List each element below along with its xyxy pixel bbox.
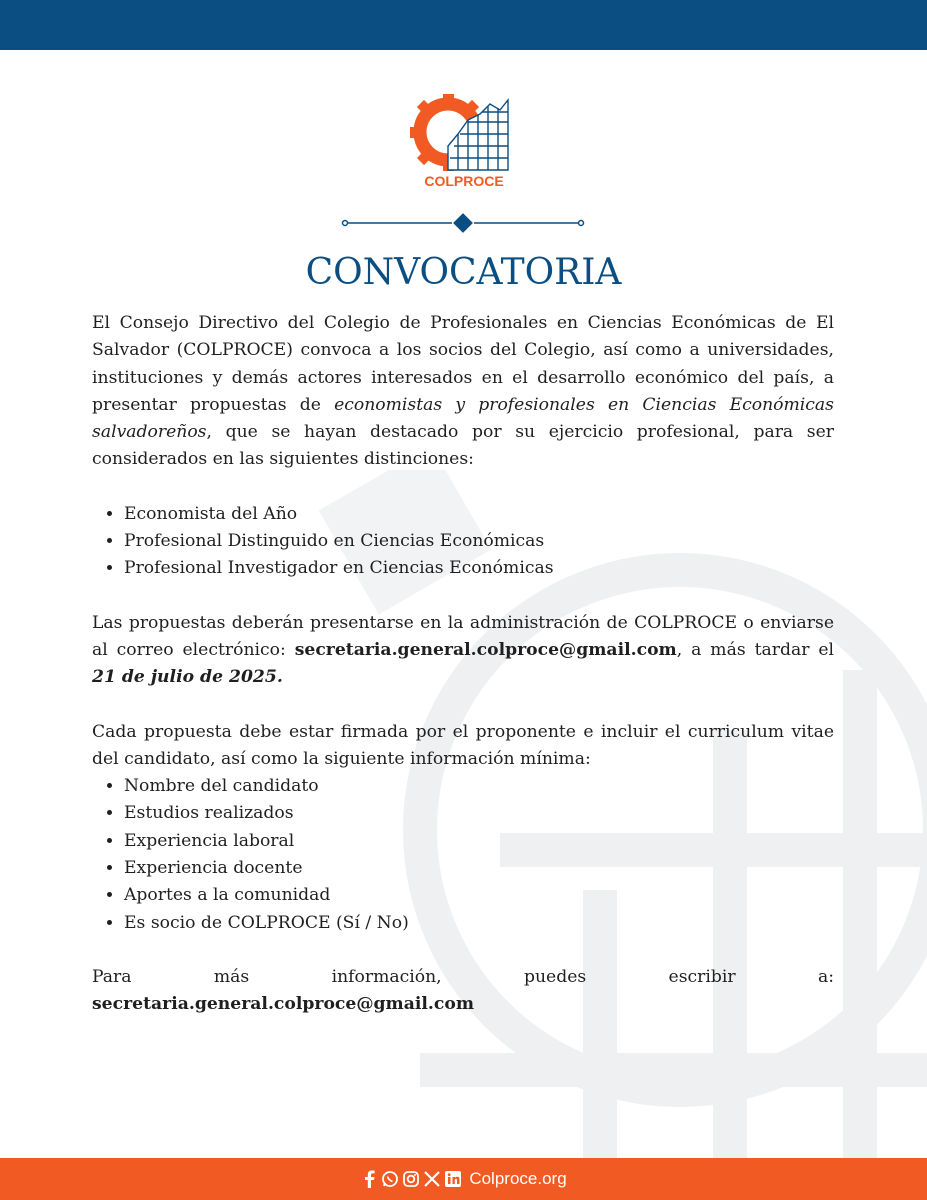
- requirements-list: [92, 773, 834, 937]
- instagram-icon[interactable]: [402, 1170, 420, 1188]
- list-item: • Nombre del candidato: [124, 773, 834, 800]
- deadline-date: 21 de julio de 2025.: [92, 667, 283, 688]
- document-body: [92, 310, 834, 1019]
- website-link[interactable]: Colproce.org: [469, 1169, 567, 1188]
- x-icon[interactable]: [423, 1170, 441, 1188]
- submission-paragraph: Las propuestas deberán presentarse en la administración de COLPROCE o enviarse al correo electrónico: secretaria.general.colproce@gmail.com, a más tardar el 21 de julio de 2025.: [92, 612, 834, 688]
- list-item: • Aportes a la comunidad: [124, 882, 834, 909]
- whatsapp-icon[interactable]: [381, 1170, 399, 1188]
- logo-wordmark: COLPROCE: [424, 173, 504, 189]
- list-item: • Profesional Investigador en Ciencias Económicas: [124, 555, 834, 582]
- title-divider: [340, 212, 586, 234]
- page-title: CONVOCATORIA: [305, 252, 622, 293]
- top-header-bar: [0, 0, 927, 50]
- list-item: • Estudios realizados: [124, 800, 834, 827]
- distinctions-list: [92, 501, 834, 583]
- list-item: • Experiencia laboral: [124, 828, 834, 855]
- list-item: • Profesional Distinguido en Ciencias Económicas: [124, 528, 834, 555]
- contact-paragraph: Para más información, puedes escribir a: secretaria.general.colproce@gmail.com: [92, 966, 834, 1015]
- footer-bar: [0, 1158, 927, 1200]
- social-links: [360, 1169, 566, 1189]
- requirements-intro: Cada propuesta debe estar firmada por el proponente e incluir el curriculum vitae del candidato, así como la siguiente información mínima:: [92, 721, 834, 769]
- facebook-icon[interactable]: [360, 1170, 378, 1188]
- colproce-logo: [410, 90, 518, 190]
- list-item: • Es socio de COLPROCE (Sí / No): [124, 910, 834, 937]
- list-item: • Economista del Año: [124, 501, 834, 528]
- list-item: • Experiencia docente: [124, 855, 834, 882]
- intro-paragraph: El Consejo Directivo del Colegio de Profesionales en Ciencias Económicas de El Salvador (COLPROCE) convoca a los socios del Colegio, así como a universidades, instituciones y demás actores interesados en el desarrollo económico del país, a presentar propuestas de economistas y profesionales en Ciencias Económicas salvadoreños, que se hayan destacado por su ejercicio profesional, para ser considerados en las siguientes distinciones:: [92, 313, 834, 470]
- submission-email[interactable]: secretaria.general.colproce@gmail.com: [294, 639, 677, 660]
- contact-email[interactable]: secretaria.general.colproce@gmail.com: [92, 994, 475, 1015]
- linkedin-icon[interactable]: [444, 1170, 462, 1188]
